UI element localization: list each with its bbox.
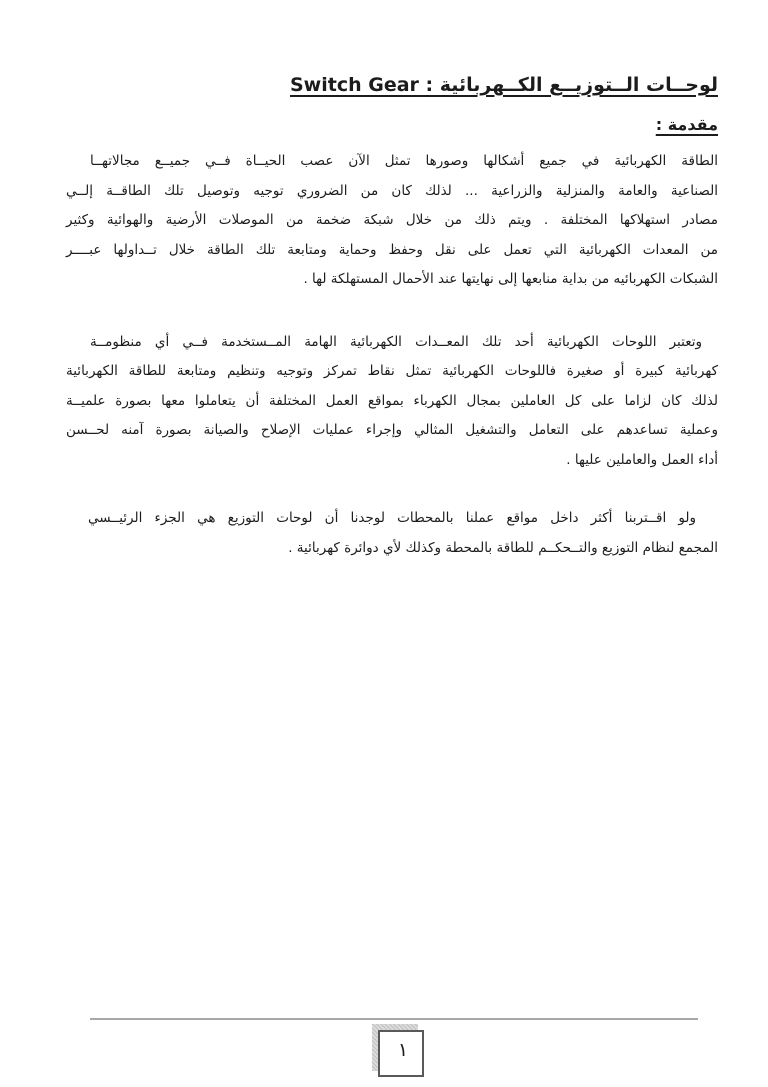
paragraph-line: ولو اقــتربنا أكثر داخل مواقع عملنا بالمحطات لوجدنا أن لوحات التوزيع هي الجزء الرئيــسي [88, 510, 696, 526]
section-heading-introduction [66, 113, 718, 137]
paragraph-1 [66, 147, 718, 295]
paragraph-line: لذلك كان لزاما على كل العاملين بمجال الكهرباء بمواقع العمل المختلفة أن يتعاملوا معها بصورة علميــة [66, 392, 718, 409]
page-title-text: لوحــات الــتوزيــع الكــهربائية : Switch Gear [289, 74, 718, 96]
section-heading-text: مقدمة : [655, 115, 718, 134]
page-number-box [372, 1024, 425, 1078]
paragraph-3 [66, 504, 718, 563]
paragraph-line: من المعدات الكهربائية التي تعمل على نقل وحفظ وحماية ومتابعة تلك الطاقة خلال تــداولها عبــــر [66, 241, 718, 258]
paragraph-line: مصادر استهلاكها المختلفة . ويتم ذلك من خلال شبكة ضخمة من الموصلات الأرضية والهوائية وكثير [66, 212, 718, 228]
paragraph-2 [66, 328, 718, 476]
footer-divider [90, 1018, 698, 1020]
document-body [66, 0, 718, 563]
paragraph-line: وتعتبر اللوحات الكهربائية أحد تلك المعــدات الكهربائية الهامة المــستخدمة فــي أي منظومــة [90, 333, 702, 350]
paragraph-line: الطاقة الكهربائية في جميع أشكالها وصورها تمثل الآن عصب الحيــاة فــي جميــع مجالاتهــا [90, 153, 718, 169]
page-number: ١ [397, 1039, 409, 1061]
paragraph-line: وعملية تساعدهم على التعامل والتشغيل المثالي وإجراء عمليات الإصلاح والصيانة بصورة آمنه لحــسن [66, 422, 718, 438]
paragraph-line: المجمع لنظام التوزيع والتــحكــم للطاقة بالمحطة وكذلك لأي دوائرة كهربائية . [288, 539, 718, 556]
paragraph-line: كهربائية كبيرة أو صغيرة فاللوحات الكهربائية تمثل نقاط تمركز وتوجيه وتنظيم ومتابعة للطاقة الكهربائية [66, 363, 718, 379]
paragraph-line: الشبكات الكهربائيه من بداية منابعها إلى نهايتها عند الأحمال المستهلكة لها . [303, 271, 718, 287]
page-number-frame [378, 1030, 424, 1077]
paragraph-line: أداء العمل والعاملين عليها . [566, 451, 718, 468]
paragraph-line: الصناعية والعامة والمنزلية والزراعية ... لذلك كان من الضروري توجيه وتوصيل تلك الطاقــة إلــي [66, 182, 718, 199]
page-title [66, 72, 718, 98]
